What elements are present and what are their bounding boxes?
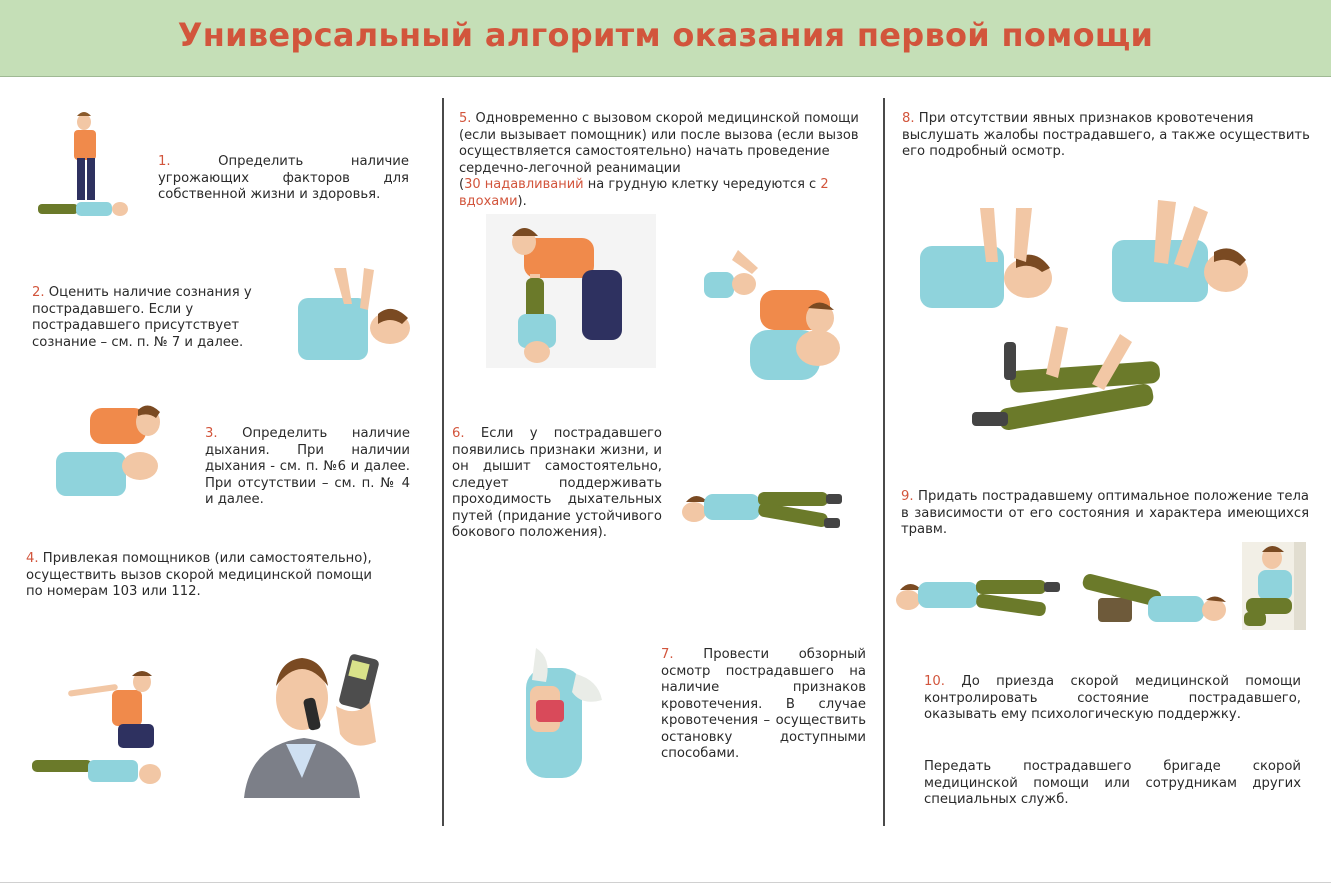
step-2-text (32, 285, 274, 351)
chest-compressions-illustration (486, 214, 656, 368)
breathing-check-illustration (50, 402, 168, 502)
legs-examination-illustration (970, 326, 1162, 438)
step-5-compressions: 30 надавливаний (464, 177, 584, 192)
step-8-number: 8. (902, 111, 915, 126)
recovery-position-illustration (676, 484, 854, 540)
step-9-number: 9. (901, 489, 914, 504)
page-bottom-border (0, 882, 1331, 883)
step-4-text (26, 551, 386, 601)
rescue-breaths-illustration (700, 248, 860, 384)
step-2-body: Оценить наличие сознания у пострадавшего. Если у пострадавшего присутствует сознание – см. п. № 7 и далее. (32, 285, 252, 350)
step-1-body: Определить наличие угрожающих факторов для собственной жизни и здоровья. (158, 154, 409, 202)
scene-check-danger-illustration (36, 108, 136, 228)
chest-examination-illustration (1110, 200, 1252, 308)
head-examination-illustration (920, 208, 1064, 314)
column-divider-left (442, 98, 444, 826)
step-5-text (459, 111, 866, 210)
step-1-text (158, 154, 409, 204)
sitting-position-illustration (1242, 542, 1306, 630)
step-6-body: Если у пострадавшего появились признаки жизни, и он дышит самостоятельно, следует поддерживать проходимость дыхательных путей (придание устойчивого бокового положения). (452, 426, 662, 540)
step-5-body: Одновременно с вызовом скорой медицинской помощи (если вызывает помощник) или после вызова (если вызов осуществляется самостоятельно) начать проведение сердечно-легочной реанимации (459, 111, 859, 176)
phone-call-illustration (236, 654, 388, 798)
step-7-text (661, 647, 866, 763)
step-4-body: Привлекая помощников (или самостоятельно), осуществить вызов скорой медицинской помощи по номерам 103 или 112. (26, 551, 372, 599)
step-9-text (901, 489, 1309, 539)
step-5-paren-open: ( (459, 177, 465, 192)
handover-text: Передать пострадавшего бригаде скорой медицинской помощи или сотрудникам других специальных служб. (924, 759, 1301, 807)
step-10-text (924, 674, 1301, 724)
step-7-number: 7. (661, 647, 674, 662)
step-5-middle: на грудную клетку чередуются с (583, 177, 821, 192)
step-2-number: 2. (32, 285, 45, 300)
column-divider-right (883, 98, 885, 826)
step-5-number: 5. (459, 111, 472, 126)
step-6-text (452, 426, 662, 542)
step-5-paren-close: ). (517, 193, 527, 209)
call-helpers-illustration (28, 668, 178, 798)
step-3-body: Определить наличие дыхания. При наличии дыхания - см. п. №6 и далее. При отсутствии – см. п. № 4 и далее. (205, 426, 410, 507)
step-5-breaths: 2 вдохами (459, 177, 829, 209)
page-title: Универсальный алгоритм оказания первой помощи (177, 16, 1154, 54)
bleeding-control-illustration (516, 648, 606, 780)
title-banner (0, 0, 1331, 77)
step-6-number: 6. (452, 426, 465, 441)
step-8-body: При отсутствии явных признаков кровотечения выслушать жалобы пострадавшего, а также осуществить его подробный осмотр. (902, 111, 1310, 159)
step-10-body: До приезда скорой медицинской помощи контролировать состояние пострадавшего, оказывать ему психологическую поддержку. (924, 674, 1301, 722)
step-4-number: 4. (26, 551, 39, 566)
legs-raised-position-illustration (1078, 574, 1230, 628)
step-3-number: 3. (205, 426, 218, 441)
consciousness-check-illustration (294, 268, 418, 368)
step-8-text (902, 111, 1310, 161)
step-9-body: Придать пострадавшему оптимальное положение тела в зависимости от его состояния и характера имеющихся травм. (901, 489, 1309, 537)
step-3-text (205, 426, 410, 509)
step-10-number: 10. (924, 674, 945, 689)
step-7-body: Провести обзорный осмотр пострадавшего на наличие признаков кровотечения. В случае кровотечения – осуществить остановку доступными способами. (661, 647, 866, 761)
step-1-number: 1. (158, 154, 171, 169)
side-position-illustration (890, 572, 1068, 628)
